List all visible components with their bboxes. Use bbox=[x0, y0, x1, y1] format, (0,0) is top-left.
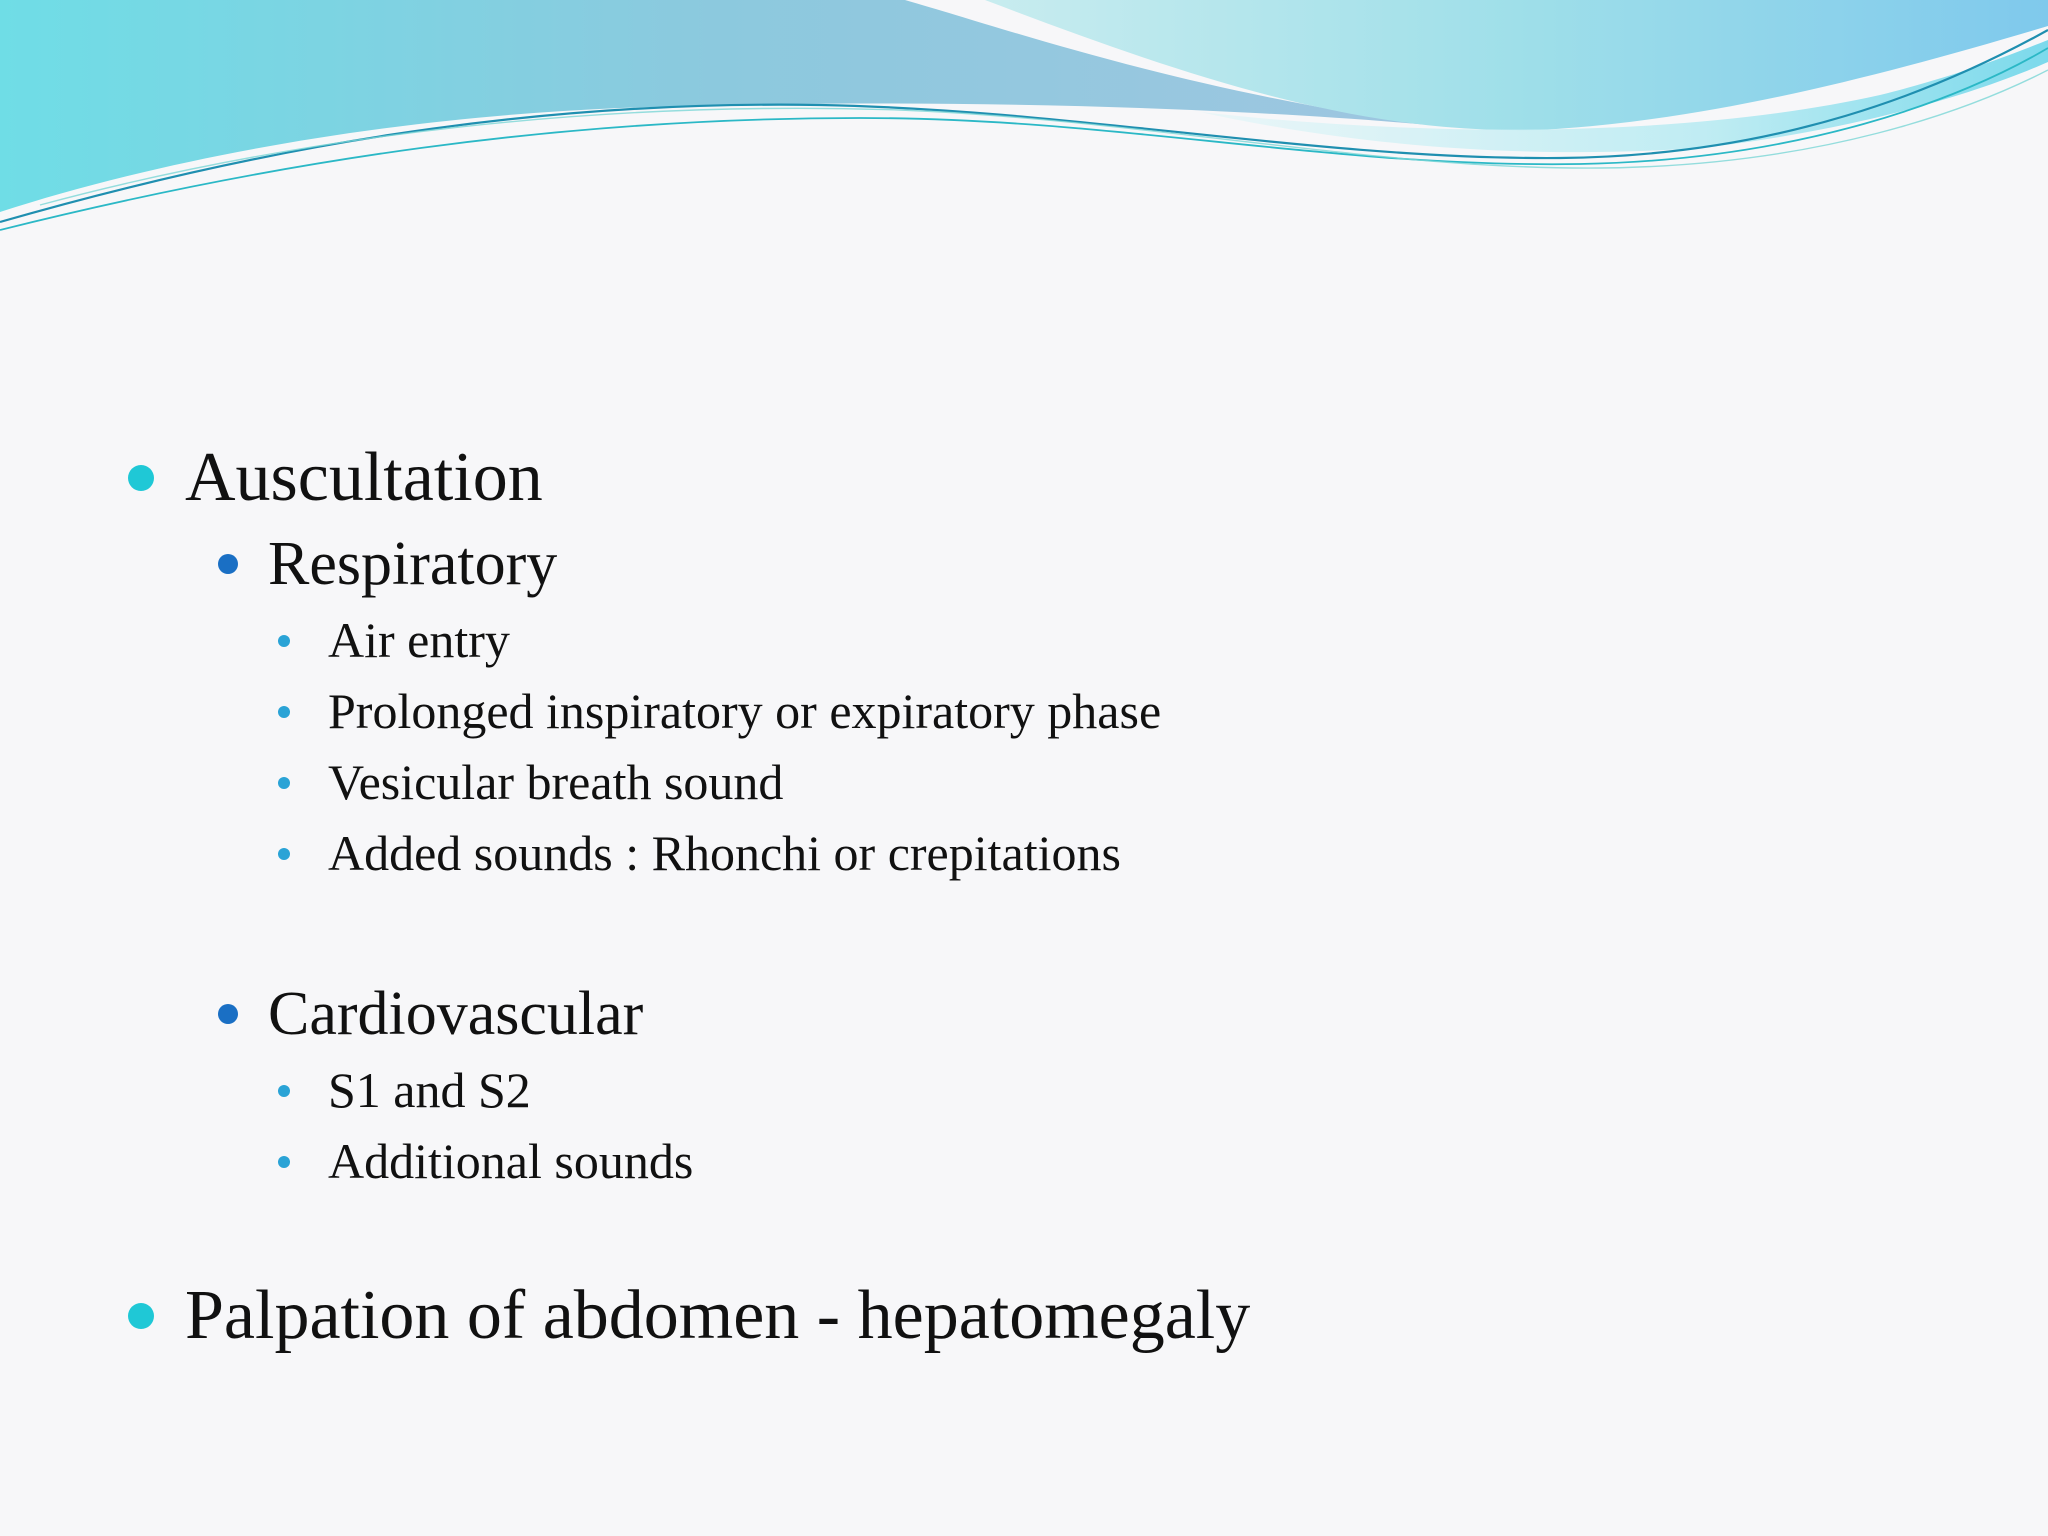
bullet-dot-icon bbox=[278, 635, 290, 647]
bullet-dot-icon bbox=[218, 554, 238, 574]
bullet-dot-icon bbox=[278, 1156, 290, 1168]
bullet-dot-icon bbox=[278, 706, 290, 718]
bullet-s1-s2 bbox=[328, 1062, 531, 1118]
bullet-dot-icon bbox=[128, 1303, 154, 1329]
bullet-text: Vesicular breath sound bbox=[328, 754, 784, 810]
bullet-text: Additional sounds bbox=[328, 1133, 694, 1189]
bullet-vesicular-breath-sound bbox=[328, 754, 784, 810]
bullet-palpation bbox=[185, 1277, 1251, 1354]
bullet-dot-icon bbox=[278, 1085, 290, 1097]
bullet-dot-icon bbox=[278, 777, 290, 789]
bullet-added-sounds bbox=[328, 825, 1121, 881]
bullet-dot-icon bbox=[128, 465, 154, 491]
bullet-text: Prolonged inspiratory or expiratory phase bbox=[328, 683, 1162, 739]
bullet-respiratory bbox=[268, 530, 558, 598]
bullet-additional-sounds bbox=[328, 1133, 694, 1189]
bullet-dot-icon bbox=[278, 848, 290, 860]
bullet-text: Respiratory bbox=[268, 530, 558, 598]
bullet-prolonged-phase bbox=[328, 683, 1162, 739]
bullet-text: S1 and S2 bbox=[328, 1062, 531, 1118]
bullet-auscultation bbox=[185, 439, 543, 516]
bullet-text: Cardiovascular bbox=[268, 980, 644, 1048]
bullet-text: Air entry bbox=[328, 612, 510, 668]
bullet-dot-icon bbox=[218, 1004, 238, 1024]
bullet-text: Added sounds : Rhonchi or crepitations bbox=[328, 825, 1121, 881]
bullet-text: Auscultation bbox=[185, 439, 543, 516]
bullet-cardiovascular bbox=[268, 980, 644, 1048]
bullet-air-entry bbox=[328, 612, 510, 668]
bullet-text: Palpation of abdomen - hepatomegaly bbox=[185, 1277, 1251, 1354]
